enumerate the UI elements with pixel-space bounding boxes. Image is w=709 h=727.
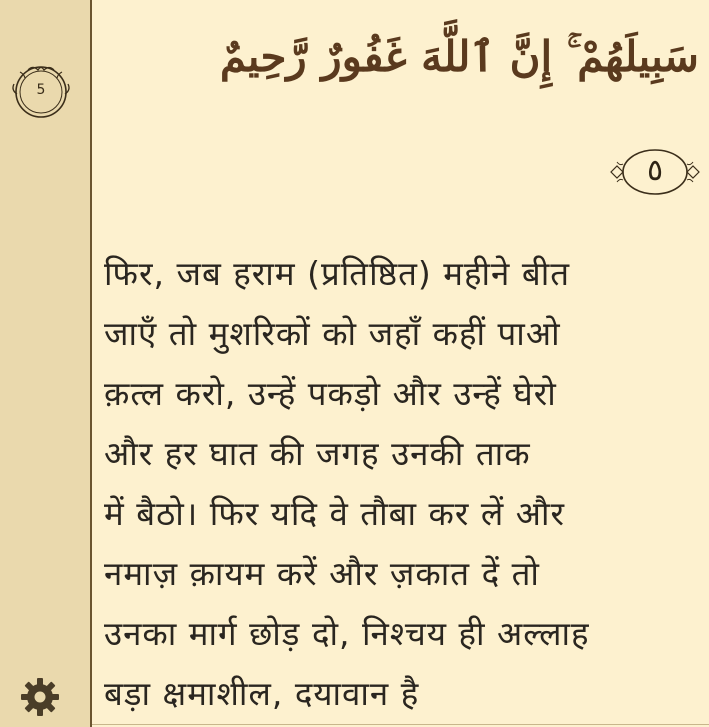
ayah-end-marker [609, 145, 701, 199]
translation-line: उनका मार्ग छोड़ दो, निश्चय ही अल्लाह [104, 614, 590, 653]
divider [92, 724, 709, 725]
arabic-verse-text: سَبِيلَهُمْ ۚ إِنَّ ٱللَّهَ غَفُورٌ رَّحِيمٌ [219, 32, 699, 81]
verse-number: 5 [36, 82, 46, 98]
translation-line: जाएँ तो मुशरिकों को जहाँ कहीं पाओ [104, 314, 561, 353]
verse-number-badge[interactable] [10, 62, 72, 120]
gear-icon [19, 676, 61, 718]
hindi-translation [104, 244, 702, 724]
verse-content [92, 0, 709, 727]
translation-line: बड़ा क्षमाशील, दयावान है [104, 674, 420, 713]
translation-line: फिर, जब हराम (प्रतिष्ठित) महीने बीत [104, 254, 571, 293]
translation-line: और हर घात की जगह उनकी ताक [104, 434, 531, 473]
translation-line: नमाज़ क़ायम करें और ज़कात दें तो [104, 554, 540, 593]
sidebar [0, 0, 92, 727]
settings-button[interactable] [19, 676, 61, 718]
translation-line: क़त्ल करो, उन्हें पकड़ो और उन्हें घेरो [104, 374, 557, 413]
ayah-number: ٥ [646, 153, 664, 188]
translation-line: में बैठो। फिर यदि वे तौबा कर लें और [104, 494, 565, 533]
